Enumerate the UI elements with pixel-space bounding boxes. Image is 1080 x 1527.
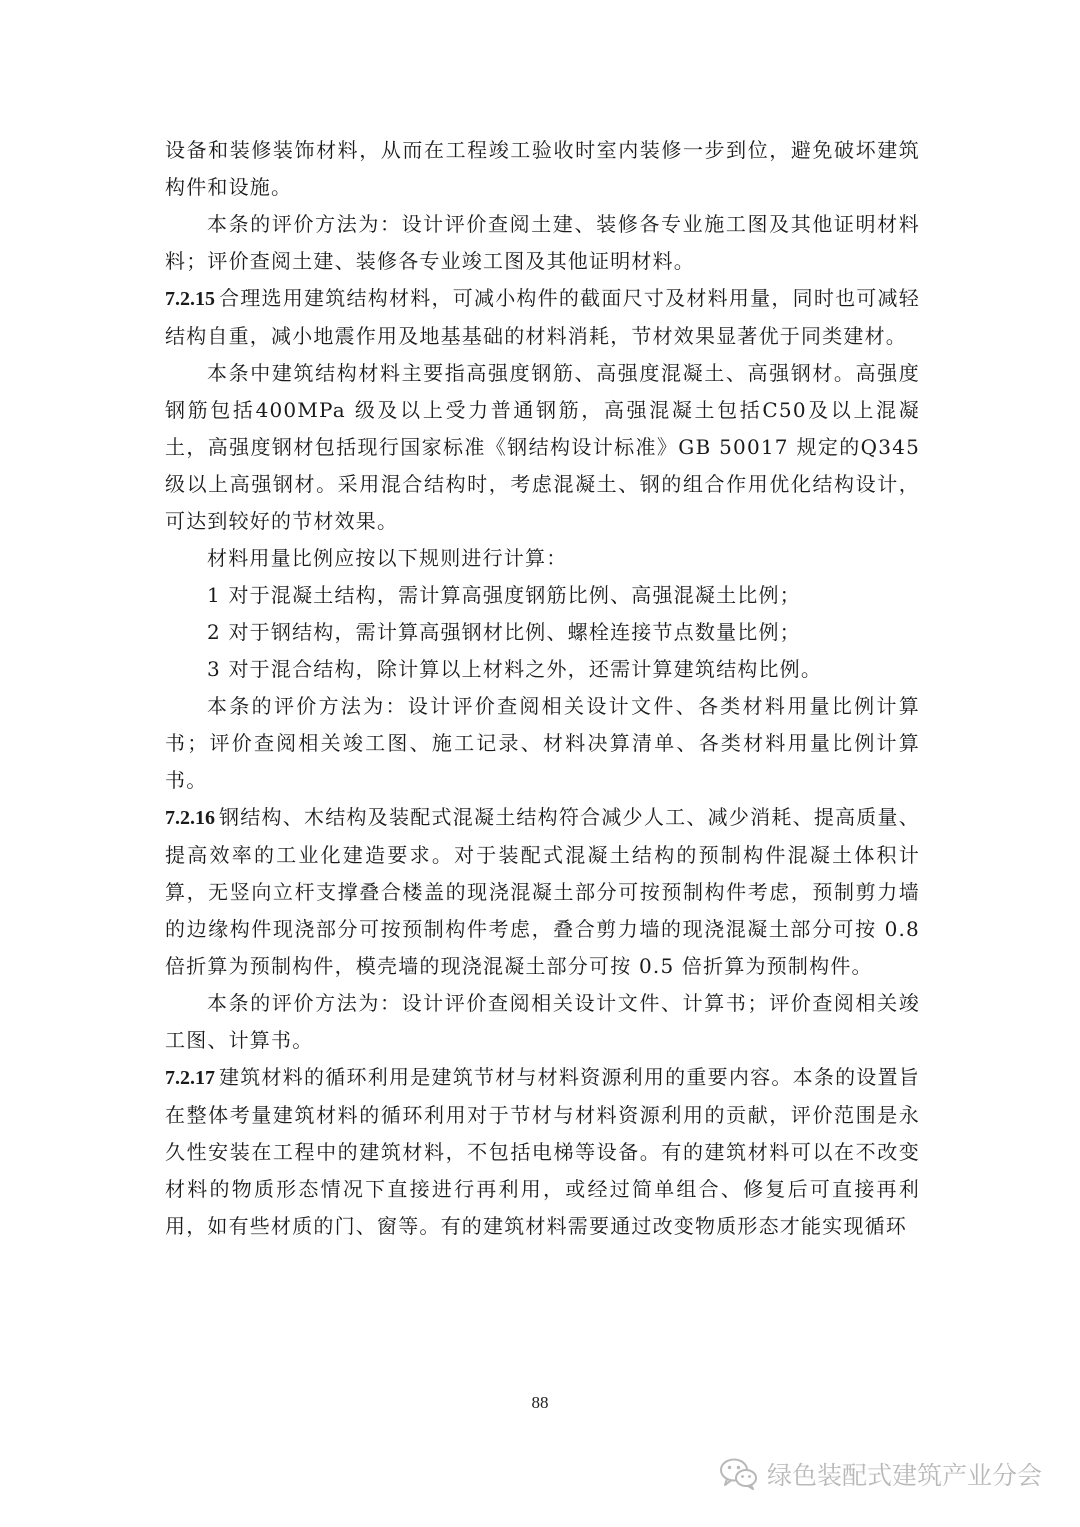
- wechat-icon: [719, 1457, 759, 1491]
- clause-text: 建筑材料的循环利用是建筑节材与材料资源利用的重要内容。本条的设置旨在整体考量建筑材料的循环利用对于节材与材料资源利用的贡献，评价范围是永久性安装在工程中的建筑材料，不包括电梯等设备。有的建筑材料可以在不改变材料的物质形态情况下直接进行再利用，或经过简单组合、修复后可直接再利用，如有些材质的门、窗等。有的建筑材料需要通过改变物质形态才能实现循环: [165, 1065, 920, 1238]
- clause-7-2-15: [165, 280, 920, 355]
- clause-text: 钢结构、木结构及装配式混凝土结构符合减少人工、减少消耗、提高质量、提高效率的工业化建造要求。对于装配式混凝土结构的预制构件混凝土体积计算，无竖向立杆支撑叠合楼盖的现浇混凝土部分可按预制构件考虑，预制剪力墙的边缘构件现浇部分可按预制构件考虑，叠合剪力墙的现浇混凝土部分可按 0.8 倍折算为预制构件，模壳墙的现浇混凝土部分可按 0.5 倍折算为预制构件。: [165, 805, 920, 978]
- clause-number: 7.2.16: [165, 807, 215, 829]
- page-number: 88: [531, 1393, 549, 1412]
- clause-7-2-16: [165, 799, 920, 985]
- clause-number: 7.2.17: [165, 1067, 215, 1089]
- list-item-mixed: 3 对于混合结构，除计算以上材料之外，还需计算建筑结构比例。: [207, 657, 823, 681]
- list-item-concrete: 1 对于混凝土结构，需计算高强度钢筋比例、高强混凝土比例；: [207, 583, 801, 607]
- clause-7-2-17: [165, 1059, 920, 1245]
- paragraph-calculation-rules: 材料用量比例应按以下规则进行计算：: [207, 546, 568, 570]
- paragraph-structural-materials: 本条中建筑结构材料主要指高强度钢筋、高强度混凝土、高强钢材。高强度钢筋包括400MPa 级及以上受力普通钢筋，高强混凝土包括C50及以上混凝土，高强度钢材包括现行国家标准《钢结构设计标准》GB 50017 规定的Q345 级以上高强钢材。采用混合结构时，考虑混凝土、钢的组合作用优化结构设计，可达到较好的节材效果。: [165, 361, 920, 533]
- paragraph-evaluation-method-3: 本条的评价方法为：设计评价查阅相关设计文件、计算书；评价查阅相关竣工图、计算书。: [165, 991, 920, 1052]
- paragraph-evaluation-method-2: 本条的评价方法为：设计评价查阅相关设计文件、各类材料用量比例计算书；评价查阅相关竣工图、施工记录、材料决算清单、各类材料用量比例计算书。: [165, 694, 920, 792]
- clause-text: 合理选用建筑结构材料，可减小构件的截面尺寸及材料用量，同时也可减轻结构自重，减小地震作用及地基基础的材料消耗，节材效果显著优于同类建材。: [165, 286, 920, 348]
- watermark: [719, 1454, 1042, 1494]
- watermark-text: 绿色装配式建筑产业分会: [766, 1461, 1042, 1490]
- paragraph-evaluation-method-1: 本条的评价方法为：设计评价查阅土建、装修各专业施工图及其他证明材料料；评价查阅土建、装修各专业竣工图及其他证明材料。: [165, 212, 920, 273]
- page-body: [165, 132, 920, 1245]
- list-item-steel: 2 对于钢结构，需计算高强钢材比例、螺栓连接节点数量比例；: [207, 620, 801, 644]
- clause-number: 7.2.15: [165, 288, 215, 310]
- paragraph-continuation: 设备和装修装饰材料，从而在工程竣工验收时室内装修一步到位，避免破坏建筑构件和设施。: [165, 138, 920, 199]
